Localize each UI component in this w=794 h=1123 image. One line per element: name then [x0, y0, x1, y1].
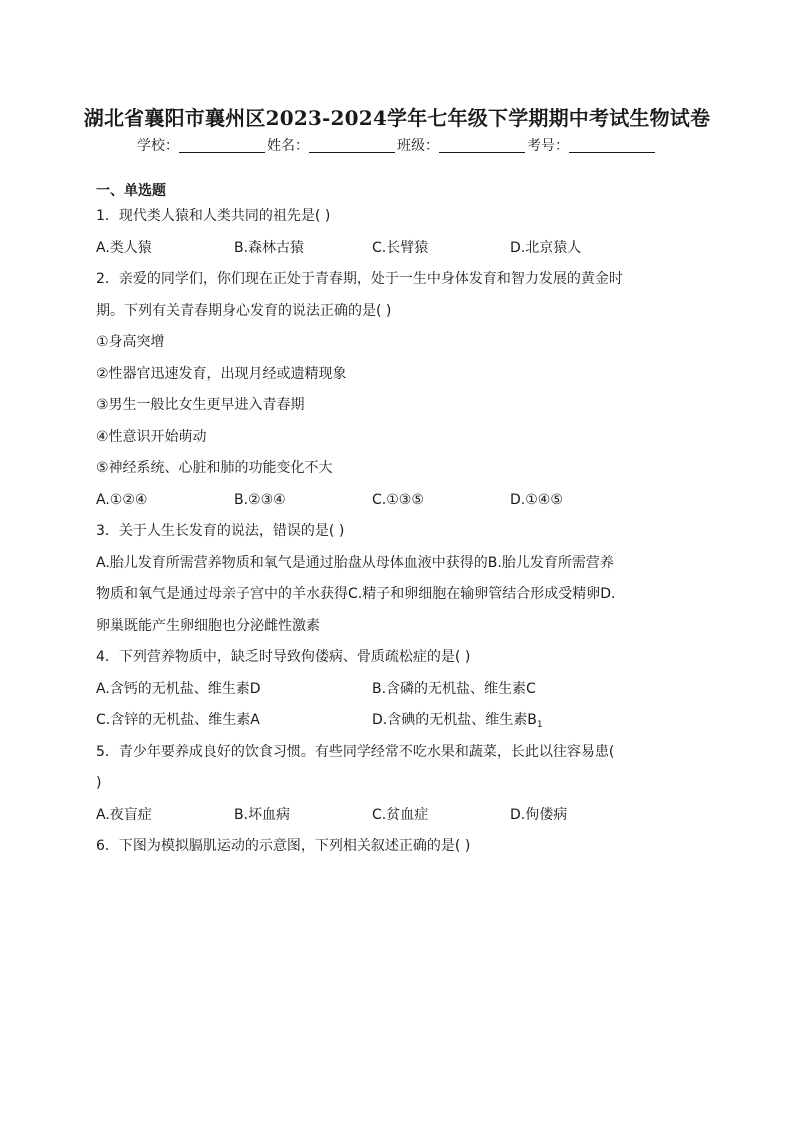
statement-5: ⑤神经系统、心脏和肺的功能变化不大: [96, 460, 333, 476]
exam-title: 湖北省襄阳市襄州区2023-2024学年七年级下学期期中考试生物试卷: [83, 106, 711, 130]
question-6: [96, 831, 700, 863]
statement-3: ③男生一般比女生更早进入青春期: [96, 397, 305, 413]
option-d[interactable]: [372, 705, 648, 737]
option-line[interactable]: 物质和氧气是通过母亲子宫中的羊水获得C.精子和卵细胞在输卵管结合形成受精卵D.: [96, 586, 616, 602]
question-stem-line: 5．青少年要养成良好的饮食习惯。有些同学经常不吃水果和蔬菜，长此以往容易患(: [96, 743, 615, 760]
option-d[interactable]: D.北京猿人: [510, 239, 582, 256]
option-a[interactable]: A.①②④: [96, 491, 148, 508]
exam-number-label: 考号：: [527, 138, 569, 154]
option-a[interactable]: A.类人猿: [96, 239, 152, 256]
statement-1: ①身高突增: [96, 334, 165, 350]
question-stem: 4．下列营养物质中，缺乏时导致佝偻病、骨质疏松症的是( ): [96, 649, 471, 665]
option-c[interactable]: C.长臂猿: [372, 239, 429, 256]
option-c[interactable]: C.贫血症: [372, 806, 429, 823]
option-line[interactable]: A.胎儿发育所需营养物质和氧气是通过胎盘从母体血液中获得的B.胎儿发育所需营养: [96, 554, 614, 571]
option-d-text: D.含碘的无机盐、维生素B: [372, 712, 537, 728]
question-stem: 1．现代类人猿和人类共同的祖先是( ): [96, 208, 331, 224]
name-label: 姓名：: [267, 138, 309, 154]
question-stem: 6．下图为模拟膈肌运动的示意图，下列相关叙述正确的是( ): [96, 838, 471, 854]
exam-number-blank[interactable]: [569, 138, 655, 153]
option-d[interactable]: D.①④⑤: [510, 491, 563, 508]
section-heading: 一、单选题: [96, 183, 166, 199]
option-b[interactable]: B.②③④: [234, 491, 286, 508]
option-c[interactable]: C.含锌的无机盐、维生素A: [96, 712, 260, 728]
question-5: [96, 737, 700, 832]
question-2: [96, 264, 700, 516]
options-row: [96, 485, 700, 517]
question-stem: 3．关于人生长发育的说法，错误的是( ): [96, 523, 345, 539]
option-line[interactable]: 卵巢既能产生卵细胞也分泌雌性激素: [96, 617, 320, 634]
student-info-line: [0, 135, 794, 155]
school-blank[interactable]: [179, 138, 265, 153]
school-label: 学校：: [137, 138, 179, 154]
question-stem-line: 2．亲爱的同学们，你们现在正处于青春期，处于一生中身体发育和智力发展的黄金时: [96, 271, 623, 287]
statement-4: ④性意识开始萌动: [96, 428, 207, 445]
exam-number-field: [527, 135, 657, 155]
questions-area: [96, 201, 700, 863]
option-a[interactable]: A.含钙的无机盐、维生素D: [96, 680, 261, 697]
class-label: 班级：: [397, 138, 439, 154]
question-stem-line: 期。下列有关青春期身心发育的说法正确的是( ): [96, 302, 392, 319]
option-b[interactable]: B.坏血病: [234, 806, 291, 823]
class-blank[interactable]: [439, 138, 525, 153]
question-3: [96, 516, 700, 642]
option-b[interactable]: B.森林古猿: [234, 239, 305, 256]
options-row: [96, 674, 700, 706]
statement-2: ②性器官迅速发育，出现月经或遗精现象: [96, 365, 347, 382]
subscript: 1: [536, 720, 543, 730]
question-1: [96, 201, 700, 264]
option-d[interactable]: D.佝偻病: [510, 806, 568, 823]
class-field: [397, 135, 527, 155]
option-b[interactable]: B.含磷的无机盐、维生素C: [372, 680, 536, 697]
options-row: [96, 233, 700, 265]
option-a[interactable]: A.夜盲症: [96, 806, 152, 823]
option-c[interactable]: C.①③⑤: [372, 491, 424, 508]
name-field: [267, 135, 397, 155]
question-4: [96, 642, 700, 737]
school-field: [137, 135, 267, 155]
options-row: [96, 800, 700, 832]
name-blank[interactable]: [309, 138, 395, 153]
question-stem-line: ): [96, 775, 102, 791]
options-row: [96, 705, 700, 737]
